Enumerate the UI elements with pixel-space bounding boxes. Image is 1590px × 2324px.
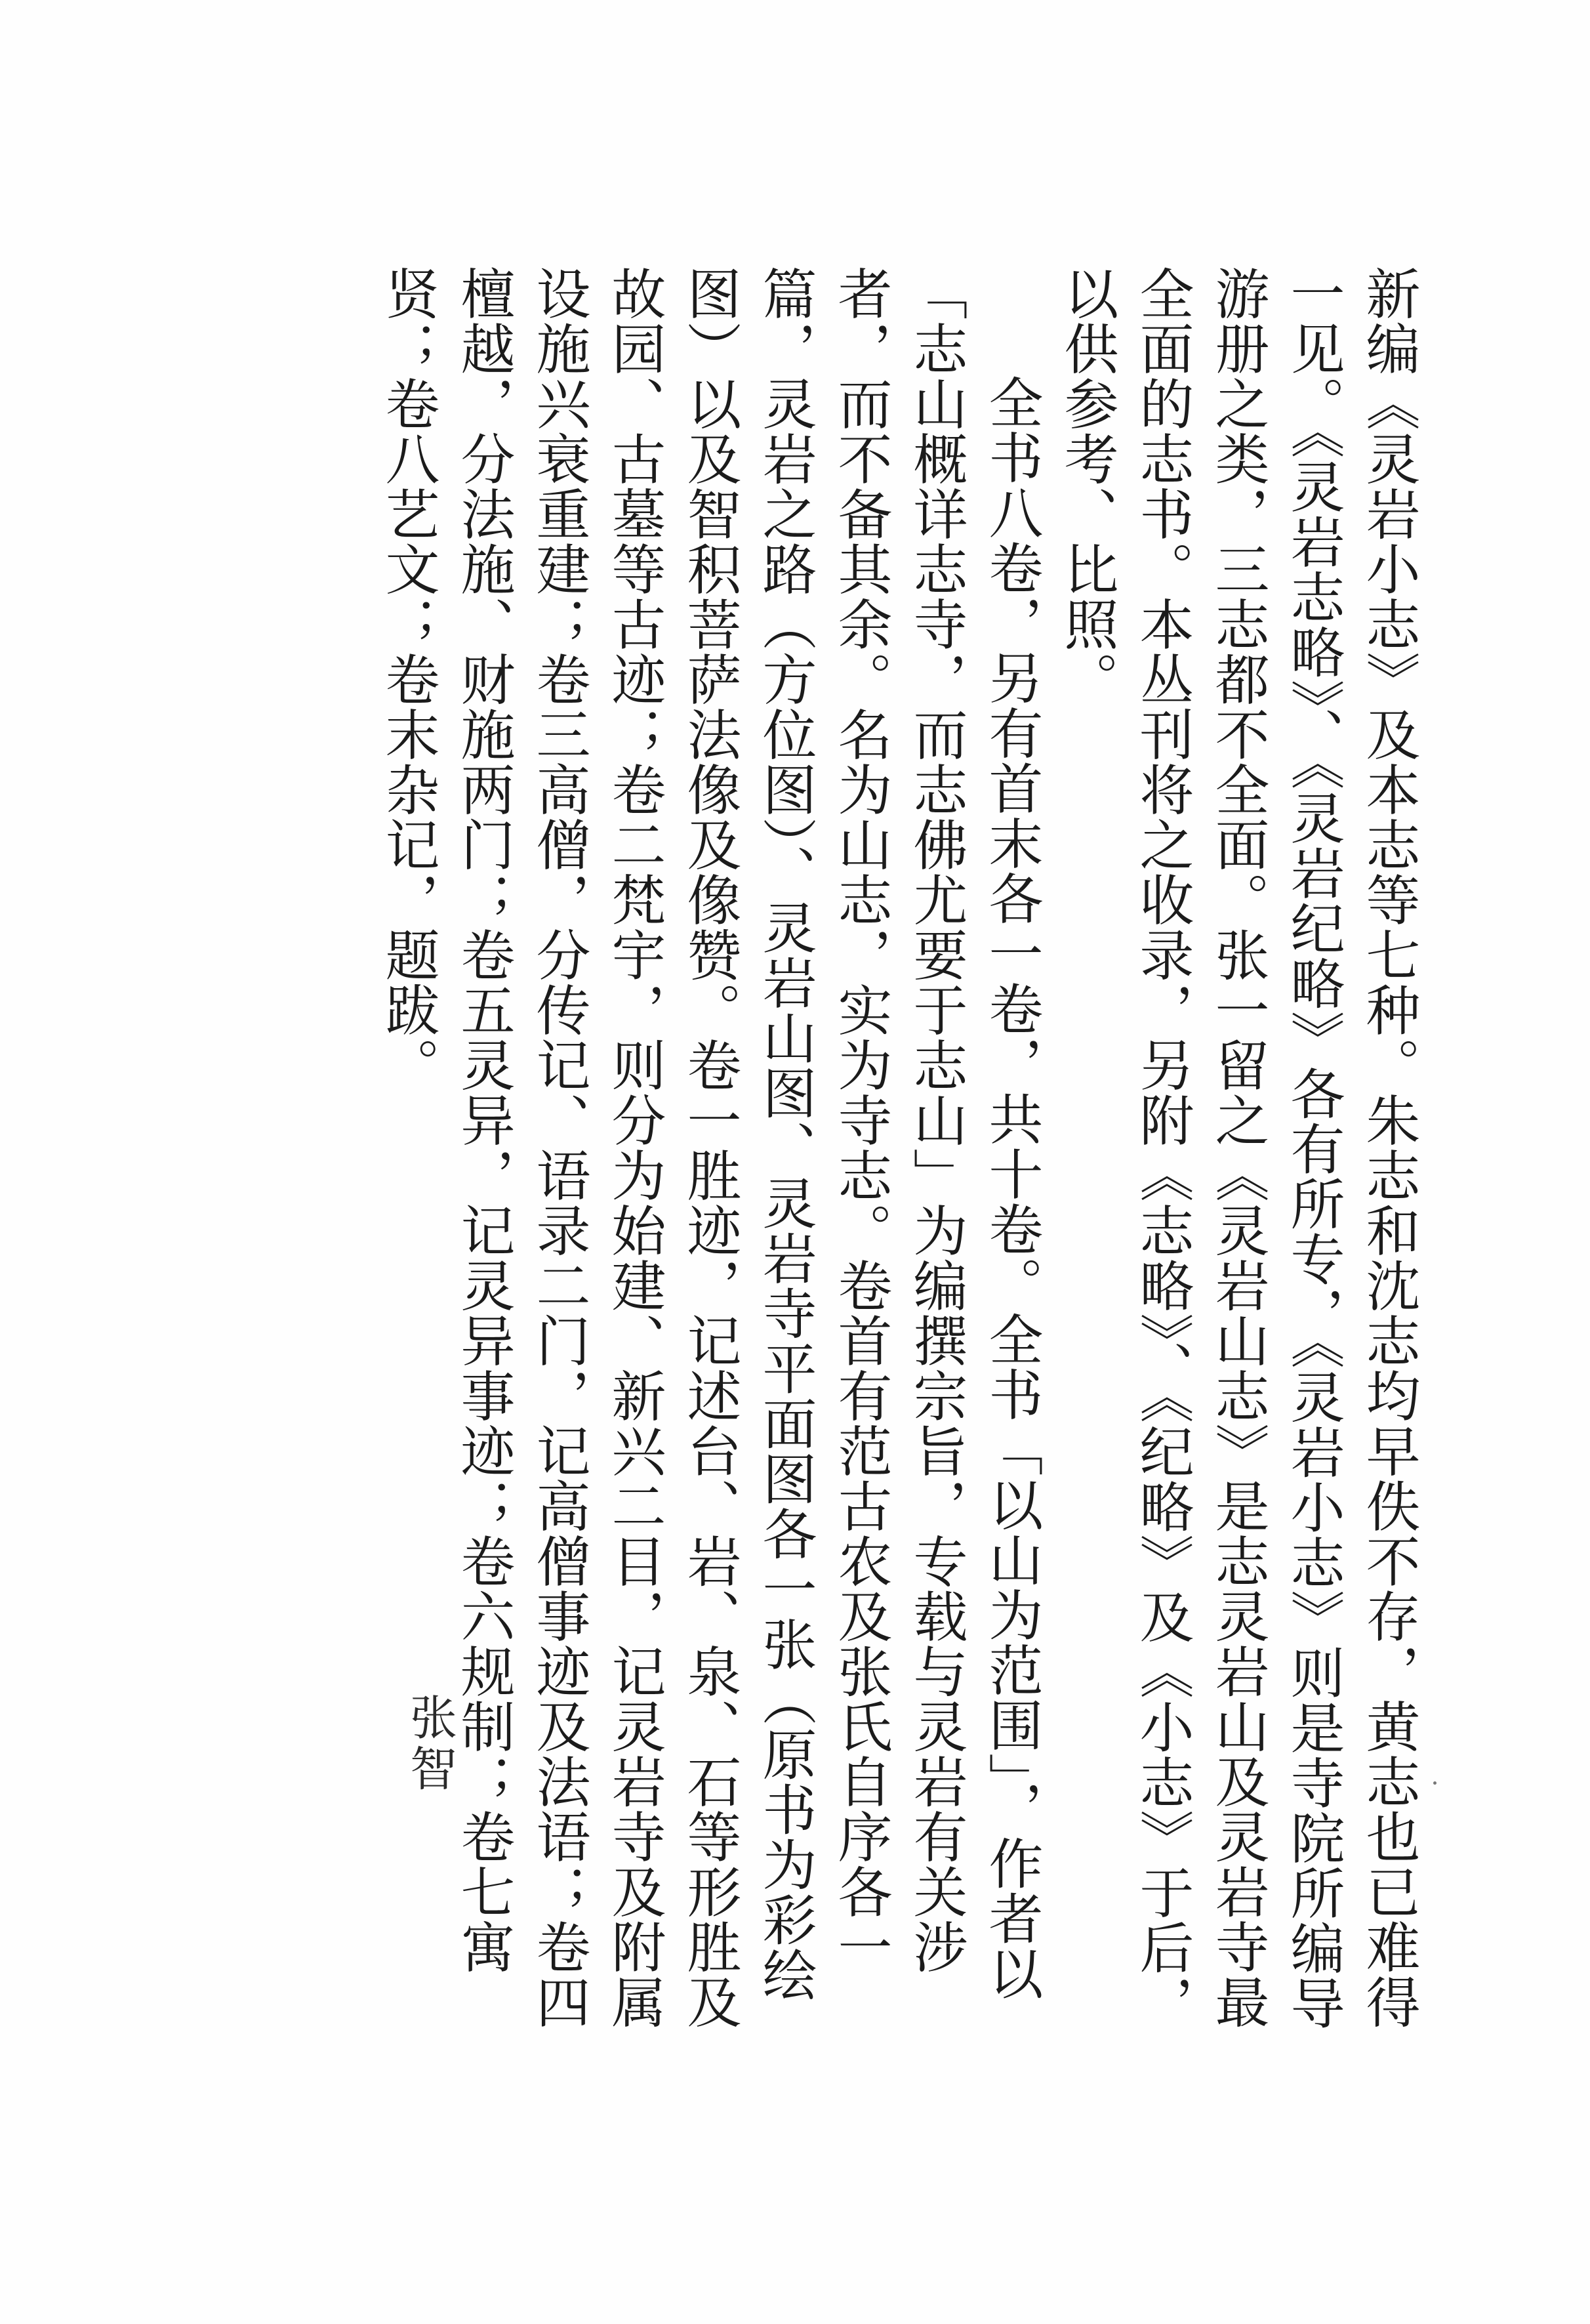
paragraph: 全书八卷，另有首末各一卷，共十卷。全书「以山为范围」，作者以「志山概详志寺，而志佛尤要于志山」为编撰宗旨，专载与灵岩有关涉者，而不备其余。名为山志，实为寺志。卷首有范古农及张氏自序各一篇，灵岩之路（方位图）、灵岩山图、灵岩寺平面图各一张（原书为彩绘图）以及智积菩萨法像及像赞。卷一胜迹，记述台、岩、泉、石等形胜及故园、古墓等古迹；卷二梵宇，则分为始建、新兴二目，记灵岩寺及附属设施兴衰重建；卷三高僧，分传记、语录二门，记高僧事迹及法语；卷四檀越，分法施、财施两门；卷五灵异，记灵异事迹；卷六规制；卷七寓贤；卷八艺文；卷末杂记，题跋。 [376, 266, 1043, 2029]
author-signature: 张智 [402, 1693, 457, 1795]
body-text [370, 266, 1426, 2050]
scan-speck [1433, 1781, 1437, 1785]
paragraph: 新编《灵岩小志》及本志等七种。朱志和沈志均早佚不存，黄志也已难得一见。《灵岩志略》、《灵岩纪略》各有所专，《灵岩小志》则是寺院所编导游册之类，三志都不全面。张一留之《灵岩山志》是志灵岩山及灵岩寺最全面的志书。本丛刊将之收录，另附《志略》、《纪略》及《小志》于后，以供参考、比照。 [1055, 266, 1420, 2031]
